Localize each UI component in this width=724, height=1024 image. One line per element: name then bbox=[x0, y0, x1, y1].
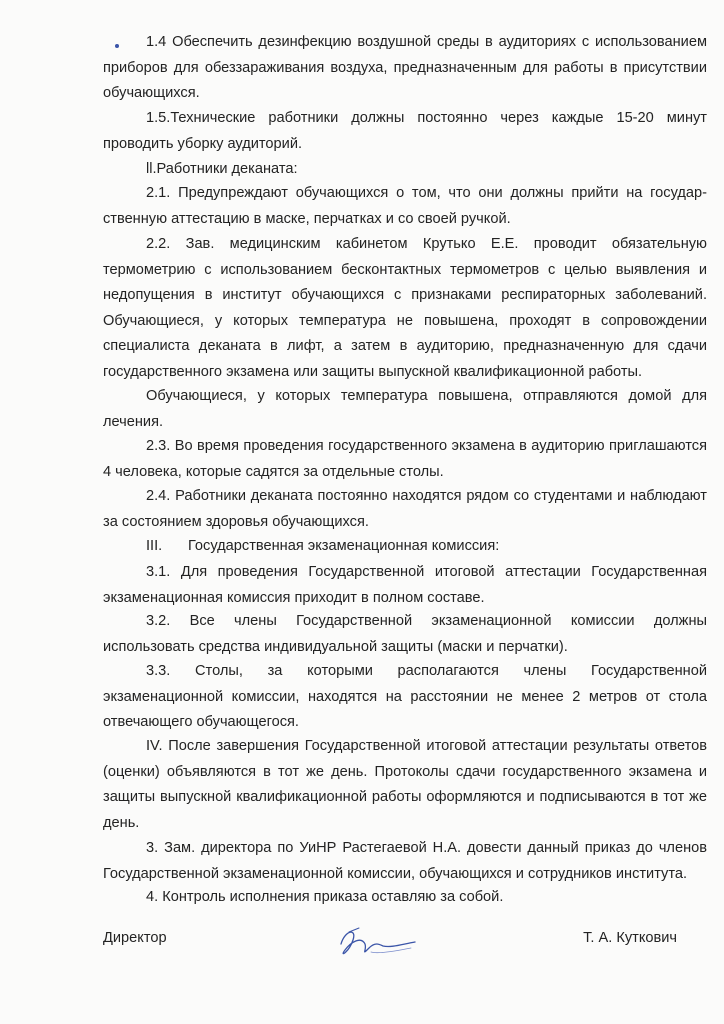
paragraph-2-1: 2.1. Предупреждают обучающихся о том, что они должны прийти на государ-ственную аттестацию в маске, перчатках и со своей ручкой. bbox=[103, 185, 707, 227]
paragraph-1-5: 1.5.Технические работники должны постоянно через каждые 15-20 минут проводить уборку аудиторий. bbox=[103, 110, 707, 152]
paragraph-3-2: 3.2. Все члены Государственной экзаменационной комиссии должны использовать средства индивидуальной защиты (маски и перчатки). bbox=[103, 613, 707, 655]
paragraph-1-4: 1.4 Обеспечить дезинфекцию воздушной среды в аудиториях с использованием приборов для обеззараживания воздуха, предназначенным для работы в присутствии обучающихся. bbox=[103, 34, 707, 101]
paragraph-3-1: 3.1. Для проведения Государственной итоговой аттестации Государственная экзаменационная комиссия приходит в полном составе. bbox=[103, 564, 707, 606]
heading-section-3-text: Государственная экзаменационная комиссия: bbox=[188, 538, 500, 554]
heading-section-2: ll.Работники деканата: bbox=[146, 161, 298, 177]
paragraph-2-4: 2.4. Работники деканата постоянно находятся рядом со студентами и наблюдают за состоянием здоровья обучающихся. bbox=[103, 488, 707, 530]
signature-name: Т. А. Куткович bbox=[583, 930, 677, 946]
signature-block bbox=[103, 928, 677, 968]
paragraph-2-2: 2.2. Зав. медицинским кабинетом Крутько Е.Е. проводит обязательную термометрию с использованием бесконтактных термометров с целью выявления и недопущения в институт обучающихся с признаками респираторных заболеваний. Обучающиеся, у которых температура не повышена, проходят в сопровождении специалиста деканата в лифт, а затем в аудиторию, предназначенную для сдачи государственного экзамена или защиты выпускной квалификационной работы. bbox=[103, 236, 707, 380]
paragraph-4: IV. После завершения Государственной итоговой аттестации результаты ответов (оценки) объявляются в тот же день. Протоколы сдачи государственного экзамена и защиты выпускной квалификационной работы оформляются и подписываются в тот же день. bbox=[103, 738, 707, 831]
paragraph-3-3: 3.3. Столы, за которыми располагаются члены Государственной экзаменационной комиссии, находятся на расстоянии не менее 2 метров от стола отвечающего обучающегося. bbox=[103, 663, 707, 730]
paragraph-order-4: 4. Контроль исполнения приказа оставляю за собой. bbox=[146, 889, 504, 905]
paragraph-2-2-continued: Обучающиеся, у которых температура повышена, отправляются домой для лечения. bbox=[103, 388, 707, 430]
paragraph-order-3: 3. Зам. директора по УиНР Растегаевой Н.А. довести данный приказ до членов Государственной экзаменационной комиссии, обучающихся и сотрудников института. bbox=[103, 840, 707, 882]
heading-section-3-number: III. bbox=[146, 538, 163, 554]
heading-section-3 bbox=[146, 534, 499, 560]
paragraph-2-3: 2.3. Во время проведения государственного экзамена в аудиторию приглашаются 4 человека, которые садятся за отдельные столы. bbox=[103, 438, 707, 480]
handwritten-signature bbox=[331, 922, 417, 962]
signature-role: Директор bbox=[103, 930, 167, 946]
